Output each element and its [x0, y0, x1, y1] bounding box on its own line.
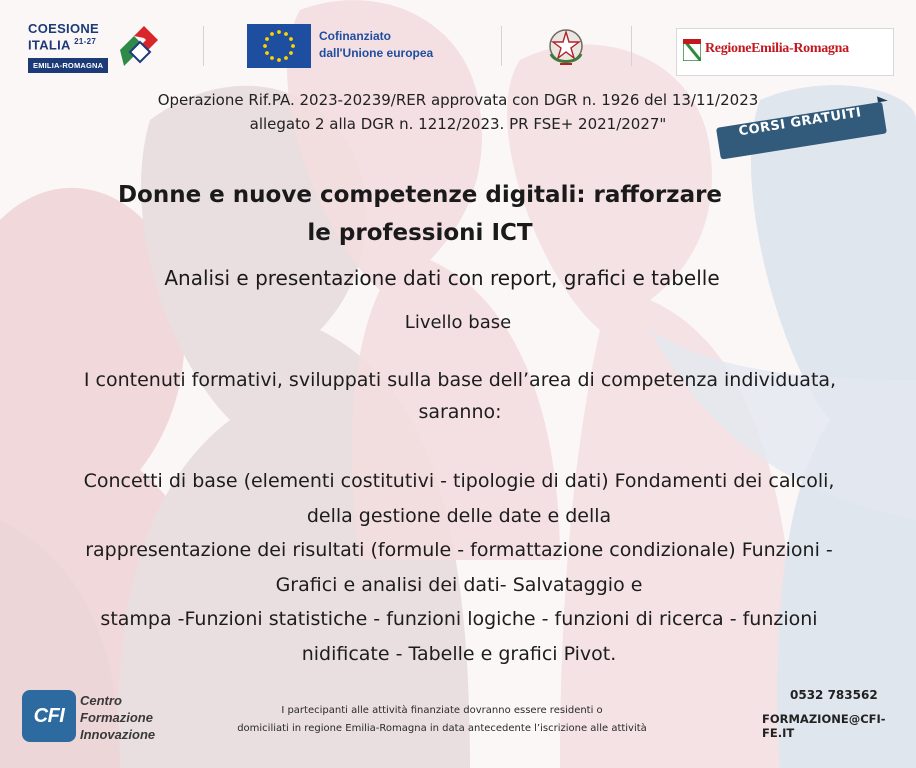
logo-separator — [203, 26, 204, 66]
cfi-badge: CFI — [22, 690, 76, 742]
cfi-line1: Centro — [80, 693, 122, 708]
coesione-italia-logo — [28, 20, 163, 76]
regione-emilia-romagna-logo — [676, 28, 894, 76]
intro-line1: I contenuti formativi, sviluppati sulla base dell’area di competenza individuata, — [83, 369, 837, 391]
course-level: Livello base — [404, 312, 512, 333]
eu-cofinanced-logo — [247, 24, 467, 70]
contact-email: FORMAZIONE@CFI-FE.IT — [762, 712, 886, 740]
contents-line: Grafici e analisi dei dati- Salvataggio e — [275, 573, 643, 596]
cfi-logo — [22, 690, 182, 746]
eu-line2: dall'Unione europea — [319, 46, 434, 60]
title-line2: le professioni ICT — [307, 220, 533, 246]
note-line2: domiciliati in regione Emilia-Romagna in data antecedente l’iscrizione alle attività — [237, 723, 647, 734]
contents-line: stampa -Funzioni statistiche - funzioni logiche - funzioni di ricerca - funzioni — [100, 608, 818, 630]
operation-line2: allegato 2 alla DGR n. 1212/2023. PR FSE+ 2021/2027" — [249, 115, 667, 133]
contents-line: della gestione delle date e della — [306, 504, 612, 527]
contents-line: nidificate - Tabelle e grafici Pivot. — [301, 642, 617, 665]
logo-separator — [501, 26, 502, 66]
eu-line1: Cofinanziato — [319, 29, 391, 43]
course-subtitle: Analisi e presentazione dati con report, grafici e tabelle — [164, 266, 720, 290]
eu-flag-icon — [247, 24, 311, 68]
regione-flag-icon — [683, 39, 701, 61]
cfi-line2: Formazione — [80, 710, 153, 725]
title-line1: Donne e nuove competenze digitali: rafforzare — [117, 182, 723, 208]
note-line1: I partecipanti alle attività finanziate dovranno essere residenti o — [281, 705, 603, 716]
logo-bar — [0, 14, 916, 78]
residency-note — [222, 702, 662, 738]
coesione-region-label: EMILIA-ROMAGNA — [28, 58, 108, 73]
contents-intro — [18, 364, 902, 428]
coesione-mark-icon — [116, 26, 160, 70]
logo-separator — [631, 26, 632, 66]
course-contents — [14, 464, 904, 671]
ribbon-label: CORSI GRATUITI — [737, 105, 863, 140]
intro-line2: saranno: — [418, 401, 502, 423]
operation-line1: Operazione Rif.PA. 2023-20239/RER approvata con DGR n. 1926 del 13/11/2023 — [157, 91, 759, 109]
cfi-line3: Innovazione — [80, 727, 156, 742]
contents-line: Concetti di base (elementi costitutivi - tipologie di dati) Fondamenti dei calcoli, — [83, 470, 835, 492]
contents-line: rappresentazione dei risultati (formule - formattazione condizionale) Funzioni - — [85, 539, 833, 561]
contact-phone: 0532 783562 — [790, 688, 878, 702]
italian-republic-emblem-icon — [545, 24, 587, 70]
regione-name: RegioneEmilia-Romagna — [705, 41, 849, 56]
course-title — [0, 176, 840, 252]
coesione-years: 21-27 — [74, 37, 97, 46]
coesione-line1: COESIONE — [28, 21, 100, 36]
coesione-line2: ITALIA — [28, 37, 71, 53]
